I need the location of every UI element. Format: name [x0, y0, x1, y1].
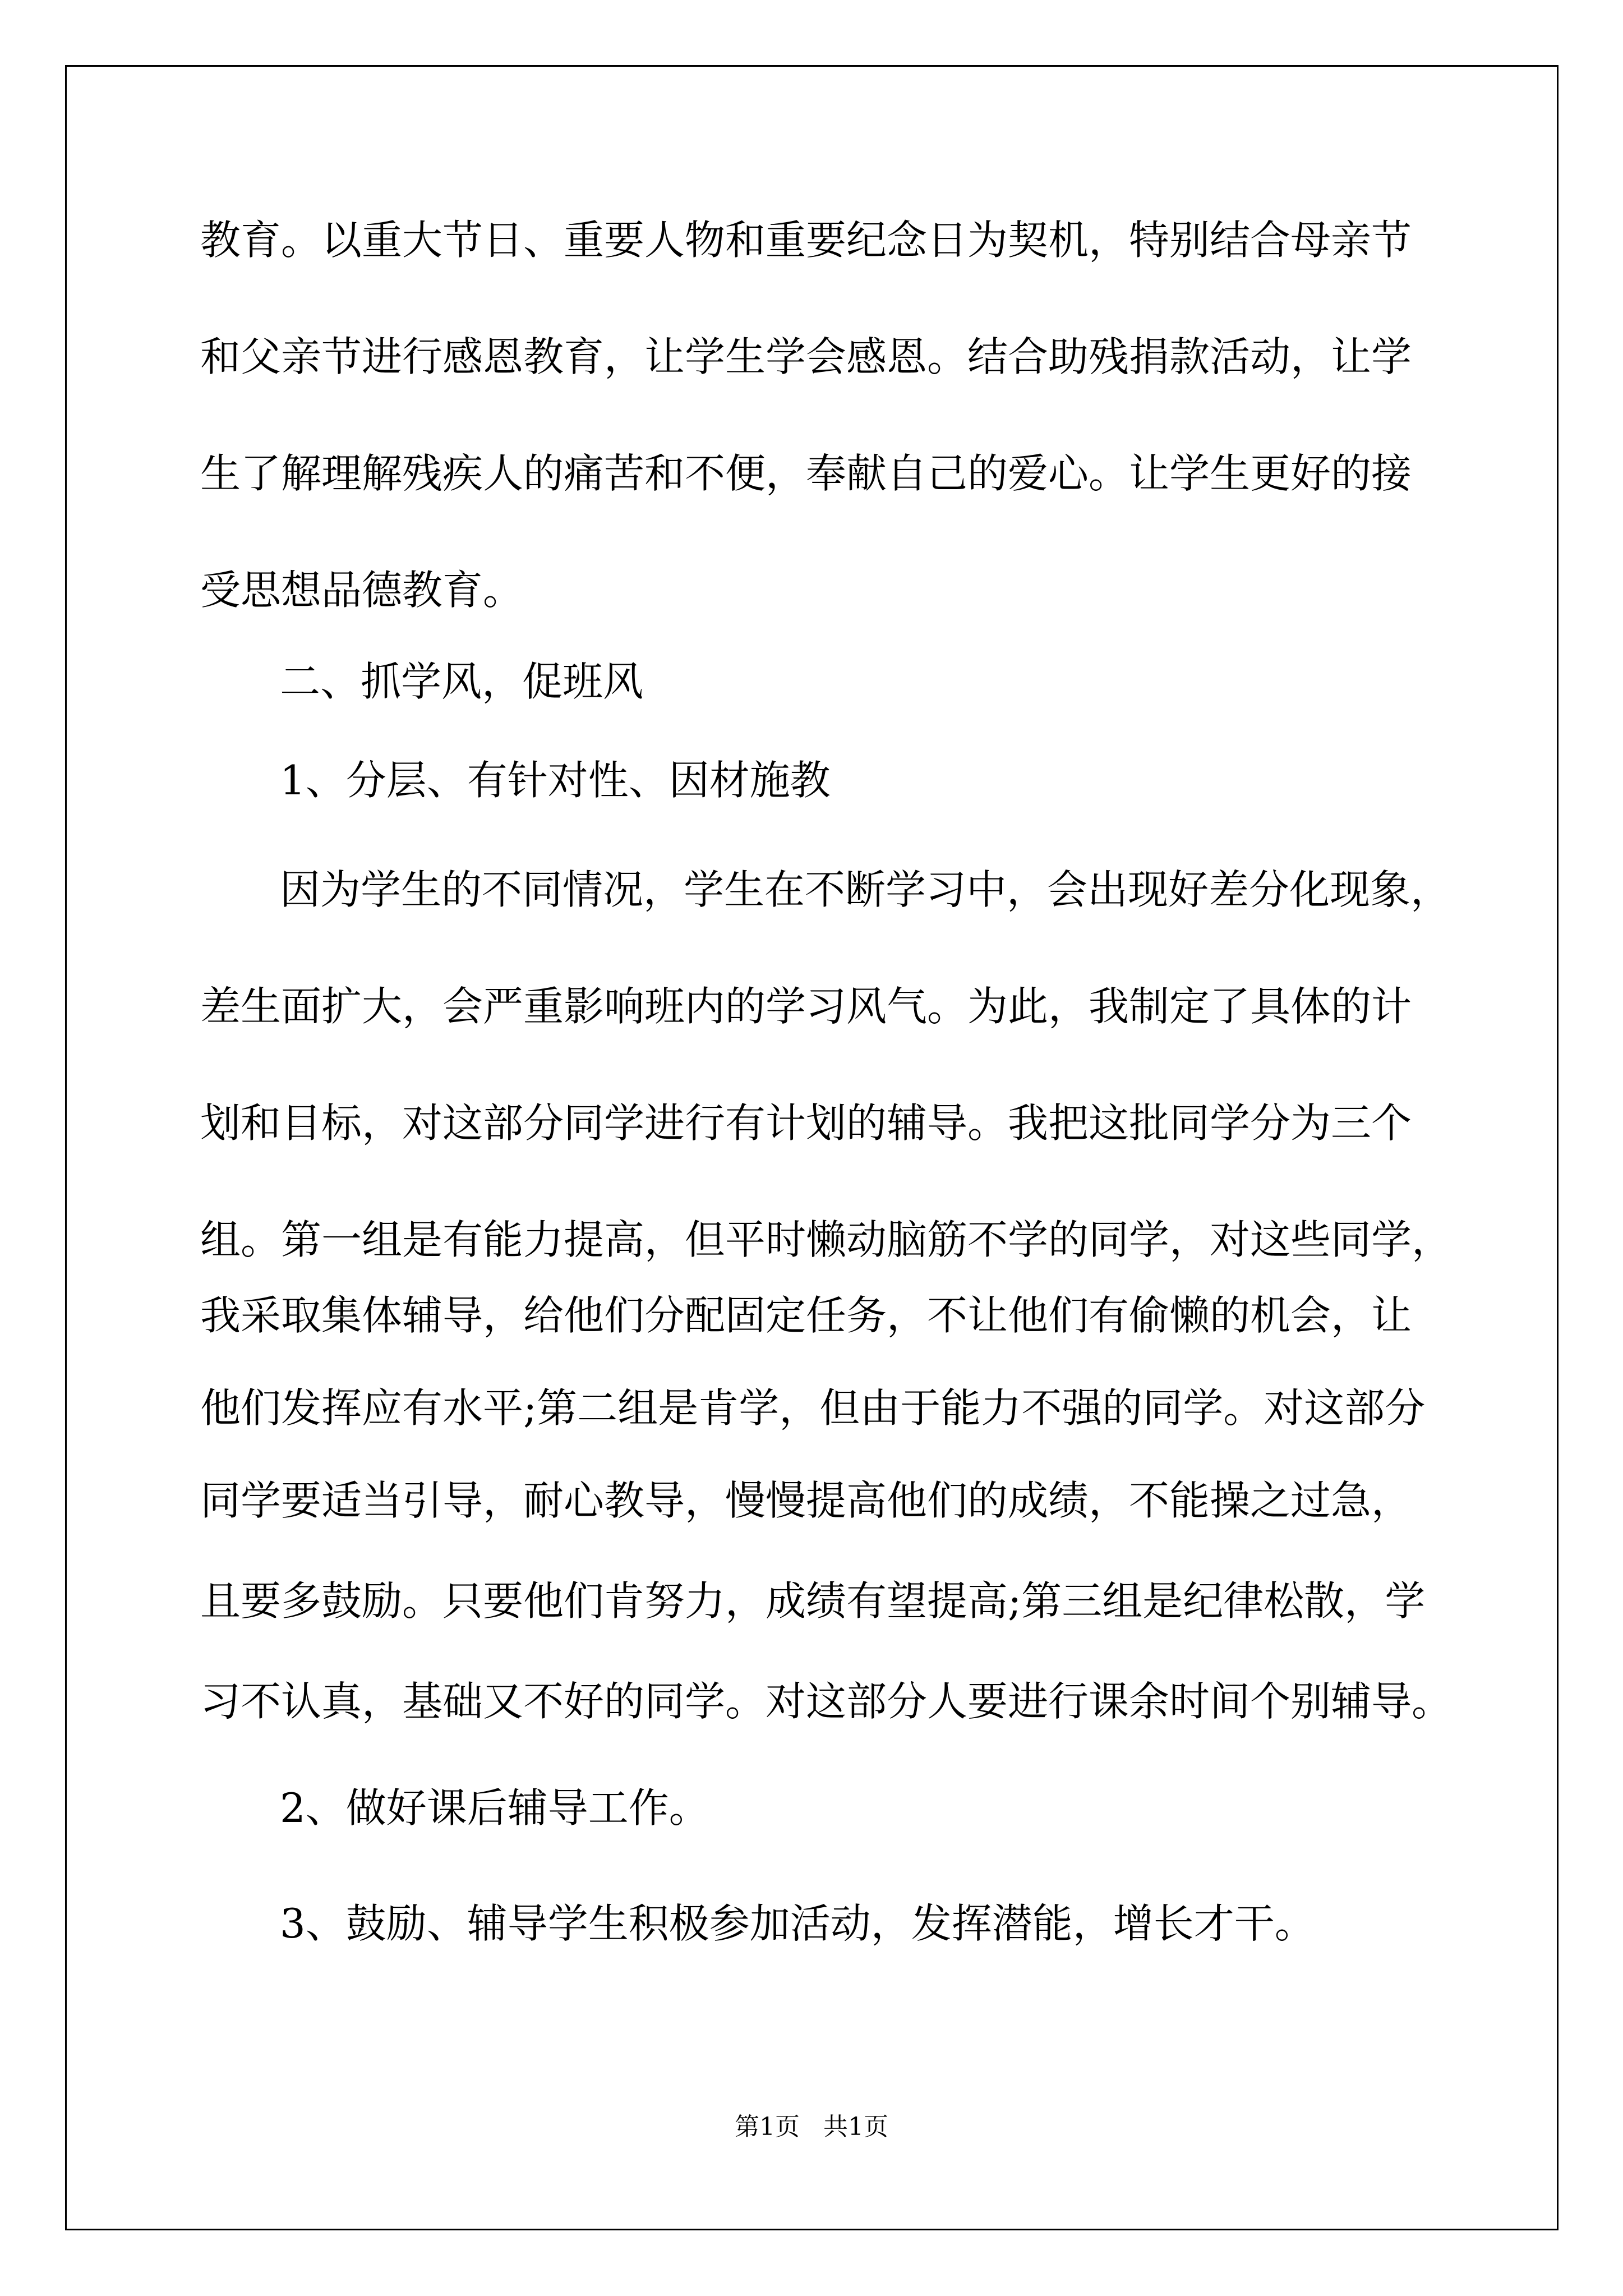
body-line: 组。第一组是有能力提高，但平时懒动脑筋不学的同学，对这些同学， — [200, 1216, 1453, 1263]
body-line: 生了解理解残疾人的痛苦和不便，奉献自己的爱心。让学生更好的接 — [200, 450, 1412, 497]
subsection-heading: 1、分层、有针对性、因材施教 — [280, 757, 831, 804]
body-line: 同学要适当引导，耐心教导，慢慢提高他们的成绩，不能操之过急， — [200, 1477, 1412, 1524]
body-line: 划和目标，对这部分同学进行有计划的辅导。我把这批同学分为三个 — [200, 1099, 1412, 1147]
body-line: 差生面扩大，会严重影响班内的学习风气。为此，我制定了具体的计 — [200, 983, 1412, 1030]
body-line: 他们发挥应有水平;第二组是肯学，但由于能力不强的同学。对这部分 — [200, 1384, 1426, 1432]
body-line: 和父亲节进行感恩教育，让学生学会感恩。结合助残捐款活动，让学 — [200, 333, 1412, 380]
body-line: 教育。以重大节日、重要人物和重要纪念日为契机，特别结合母亲节 — [200, 217, 1412, 264]
body-line: 我采取集体辅导，给他们分配固定任务，不让他们有偷懒的机会，让 — [200, 1292, 1412, 1339]
body-line: 因为学生的不同情况，学生在不断学习中，会出现好差分化现象， — [280, 866, 1451, 913]
page-number: 第1页 共1页 — [735, 2113, 888, 2141]
body-line: 且要多鼓励。只要他们肯努力，成绩有望提高;第三组是纪律松散，学 — [200, 1577, 1426, 1625]
body-line: 习不认真，基础又不好的同学。对这部分人要进行课余时间个别辅导。 — [200, 1678, 1453, 1725]
section-heading: 二、抓学风，促班风 — [280, 658, 644, 705]
list-item: 2、做好课后辅导工作。 — [280, 1784, 709, 1832]
body-line: 受思想品德教育。 — [200, 567, 524, 614]
list-item: 3、鼓励、辅导学生积极参加活动，发挥潜能，增长才干。 — [280, 1900, 1315, 1947]
